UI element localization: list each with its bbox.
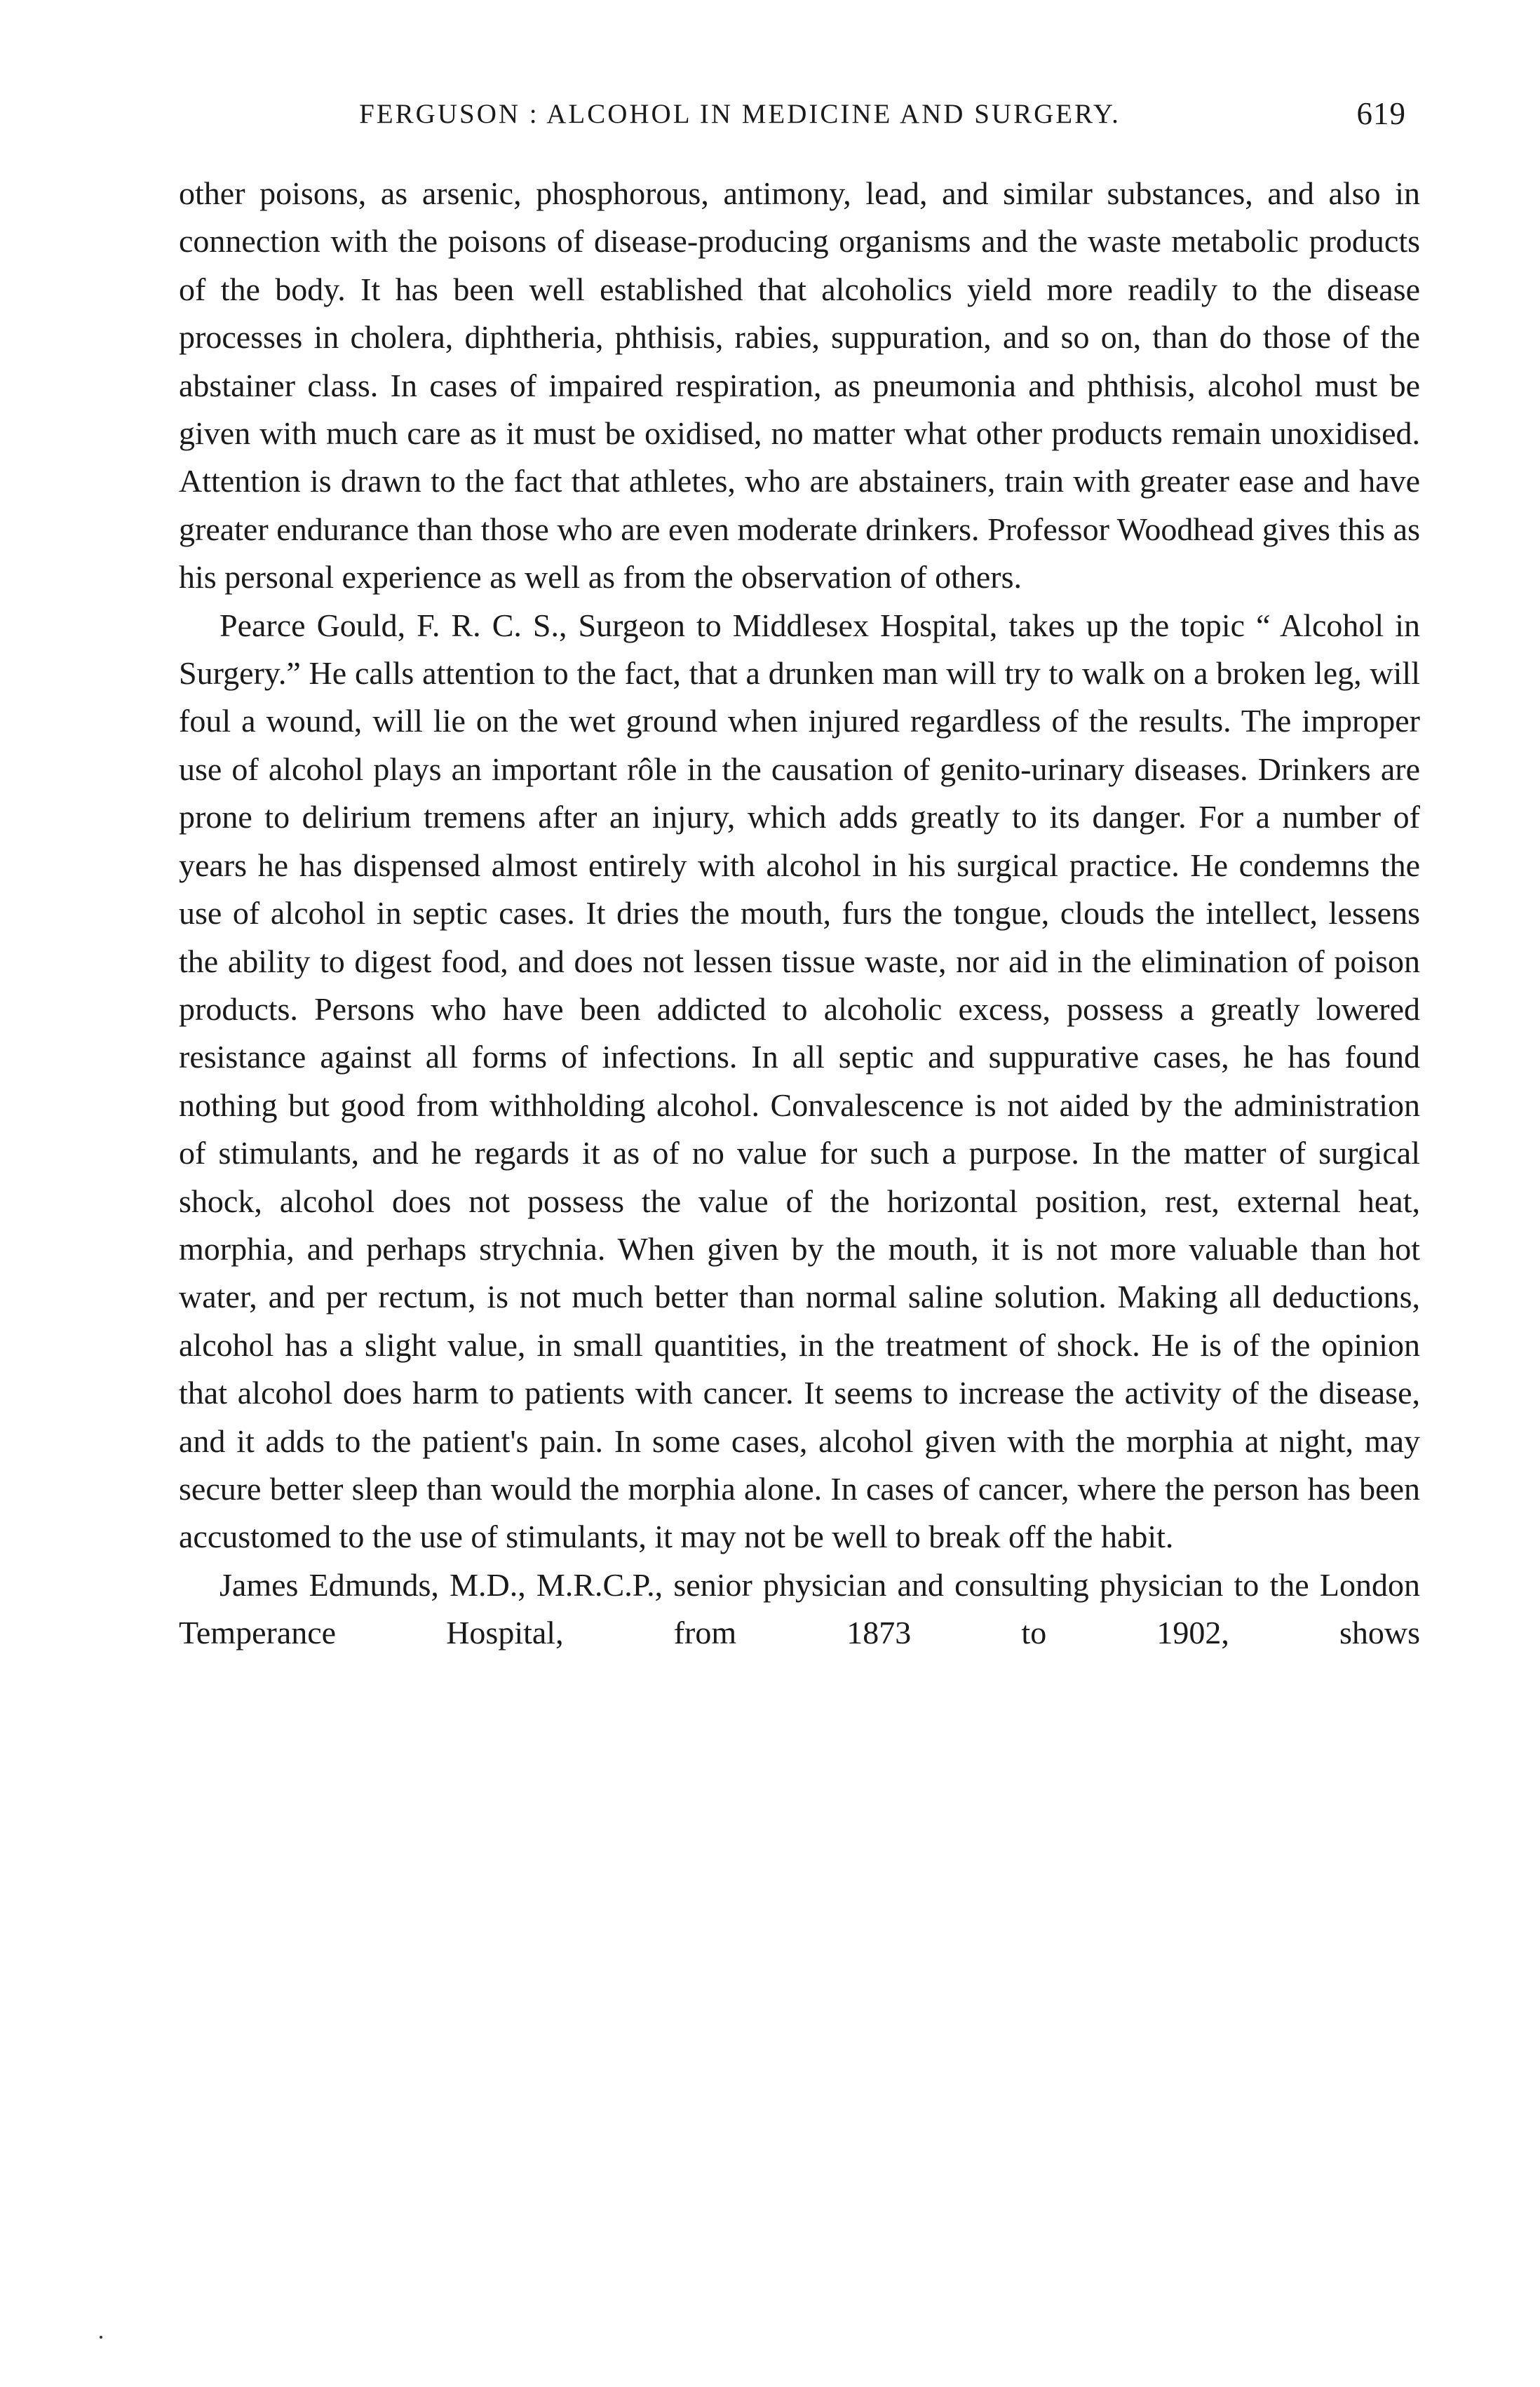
paragraph-continuation: other poisons, as arsenic, phosphorous, antimony, lead, and similar substances, and also in connection with the poisons of disease-producing organisms and the waste metabolic products of the body. It has been well established that alcoholics yield more readily to the disease processes in cholera, diphtheria, phthisis, rabies, suppuration, and so on, than do those of the abstainer class. In cases of impaired respiration, as pneumonia and phthisis, alcohol must be given with much care as it must be oxidised, no matter what other products remain unoxidised. Attention is drawn to the fact that athletes, who are abstainers, train with greater ease and have greater endurance than those who are even moderate drinkers. Professor Woodhead gives this as his personal experience as well as from the observation of others. [179,175,1420,596]
running-title: FERGUSON : ALCOHOL IN MEDICINE AND SURGERY. [359,99,1121,129]
running-head [179,98,1420,140]
body-text [179,170,1420,1658]
stray-ink-mark [100,2336,102,2339]
page-number: 619 [1356,96,1406,131]
paragraph-james-edmunds: James Edmunds, M.D., M.R.C.P., senior physician and consulting physician to the London Temperance Hospital, from 1873 to 1902, shows [179,1566,1420,1651]
paragraph-pearce-gould: Pearce Gould, F. R. C. S., Surgeon to Middlesex Hospital, takes up the topic “ Alcohol in Surgery.” He calls attention to the fact, that a drunken man will try to walk on a broken leg, will foul a wound, will lie on the wet ground when injured regardless of the results. The improper use of alcohol plays an important rôle in the causation of genito-urinary diseases. Drinkers are prone to delirium tremens after an injury, which adds greatly to its danger. For a number of years he has dispensed almost entirely with alcohol in his surgical practice. He condemns the use of alcohol in septic cases. It dries the mouth, furs the tongue, clouds the intellect, lessens the ability to digest food, and does not lessen tissue waste, nor aid in the elimination of poison products. Persons who have been addicted to alcoholic excess, possess a greatly lowered resistance against all forms of infections. In all septic and suppurative cases, he has found nothing but good from withholding alcohol. Convalescence is not aided by the administration of stimulants, and he regards it as of no value for such a purpose. In the matter of surgical shock, alcohol does not possess the value of the horizontal position, rest, external heat, morphia, and perhaps strychnia. When given by the mouth, it is not more valuable than hot water, and per rectum, is not much better than normal saline solution. Making all deductions, alcohol has a slight value, in small quantities, in the treatment of shock. He is of the opinion that alcohol does harm to patients with cancer. It seems to increase the activity of the disease, and it adds to the patient's pain. In some cases, alcohol given with the morphia at night, may secure better sleep than would the morphia alone. In cases of cancer, where the person has been accustomed to the use of stimulants, it may not be well to break off the habit. [179,607,1420,1555]
